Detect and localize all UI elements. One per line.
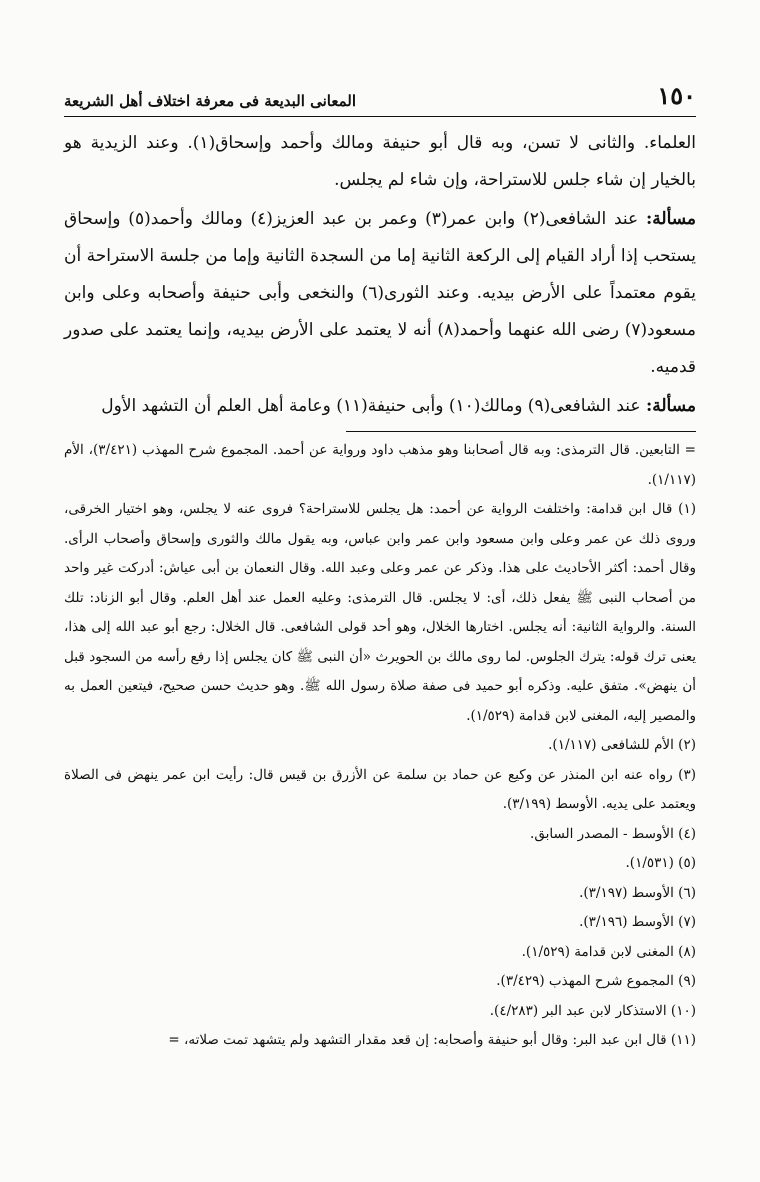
footnote-5: (٥) (١/٥٣١). — [625, 855, 696, 871]
footnote-11: (١١) قال ابن عبد البر: وقال أبو حنيفة وأصحابه: إن قعد مقدار التشهد ولم يتشهد تمت صلاته، = — [168, 1032, 696, 1048]
main-text — [64, 125, 696, 425]
footnote-8: (٨) المغنى لابن قدامة (١/٥٢٩). — [521, 943, 696, 960]
paragraph-text: عند الشافعى(٢) وابن عمر(٣) وعمر بن عبد العزيز(٤) ومالك وأحمد(٥) وإسحاق يستحب إذا أراد القيام إلى الركعة الثانية إما من السجدة الثانية وإما من جلسة الاستراحة أن يقوم معتمداً على الأرض بيديه. وعند الثورى(٦) والنخعى وأبى حنيفة وأصحابه وعلى وابن مسعود(٧) رضى الله عنهما وأحمد(٨) أنه لا يعتمد على الأرض بيديه، وإنما يعتمد على صدور قدميه. — [64, 209, 696, 377]
paragraph-text: العلماء. والثانى لا تسن، وبه قال أبو حنيفة ومالك وأحمد وإسحاق(١). وعند الزيدية هو بالخيار إن شاء جلس للاستراحة، وإن شاء لم يجلس. — [64, 133, 696, 190]
footnote-6: (٦) الأوسط (٣/١٩٧). — [579, 884, 696, 901]
page-number: ١٥٠ — [657, 81, 696, 110]
footnote-1: (١) قال ابن قدامة: واختلفت الرواية عن أحمد: هل يجلس للاستراحة؟ فروى عنه لا يجلس، وهو اختيار الخرقى، وروى ذلك عن عمر وعلى وابن مسعود وابن عمر وابن عباس، وبه يقول مالك والثورى وإسحاق وأصحاب الرأى. وقال أحمد: أكثر الأحاديث على هذا. وذكر عن عمر وعلى وعبد الله. وقال النعمان بن أبى عياش: أدركت غير واحد من أصحاب النبى ﷺ يفعل ذلك، أى: لا يجلس. قال الترمذى: وعليه العمل عند أهل العلم. وقال أبو الزناد: تلك السنة. والرواية الثانية: أنه يجلس. اختارها الخلال، وهو أحد قولى الشافعى. قال الخلال: رجع أبو عبد الله إلى هذا، يعنى ترك قوله: يترك الجلوس. لما روى مالك بن الحويرث «أن النبى ﷺ كان يجلس إذا رفع رأسه من السجود قبل أن ينهض». متفق عليه. وذكره أبو حميد فى صفة صلاة رسول الله ﷺ. وهو حديث حسن صحيح، فيتعين العمل به والمصير إليه، المغنى لابن قدامة (١/٥٢٩). — [64, 501, 696, 724]
running-title: المعانى البديعة فى معرفة اختلاف أهل الشريعة — [64, 92, 357, 110]
footnote-7: (٧) الأوسط (٣/١٩٦). — [579, 914, 696, 930]
masala-heading: مسألة: — [646, 209, 697, 229]
footnote-4: (٤) الأوسط - المصدر السابق. — [530, 825, 696, 842]
paragraph-masala-tashahhud — [64, 388, 696, 425]
footnote-3: (٣) رواه عنه ابن المنذر عن وكيع عن حماد بن سلمة عن الأزرق بن قيس قال: رأيت ابن عمر ينهض فى الصلاة ويعتمد على يديه. الأوسط (٣/١٩٩). — [64, 766, 696, 812]
paragraph-text: عند الشافعى(٩) ومالك(١٠) وأبى حنيفة(١١) وعامة أهل العلم أن التشهد الأول — [101, 396, 641, 416]
paragraph-masala-standing — [64, 201, 696, 386]
book-page — [64, 80, 696, 1056]
masala-heading: مسألة: — [645, 396, 696, 416]
footnote-continuation: = التابعين. قال الترمذى: وبه قال أصحابنا وهو مذهب داود ورواية عن أحمد. المجموع شرح المهذب (٣/٤٢١)، الأم (١/١١٧). — [64, 442, 696, 488]
page-header — [64, 80, 696, 117]
footnote-9: (٩) المجموع شرح المهذب (٣/٤٢٩). — [496, 973, 696, 989]
footnote-10: (١٠) الاستذكار لابن عبد البر (٤/٢٨٣). — [489, 1002, 696, 1019]
paragraph-continuation — [64, 125, 696, 199]
footnotes — [64, 436, 696, 1056]
footnote-2: (٢) الأم للشافعى (١/١١٧). — [548, 737, 696, 753]
footnote-divider — [346, 431, 696, 432]
